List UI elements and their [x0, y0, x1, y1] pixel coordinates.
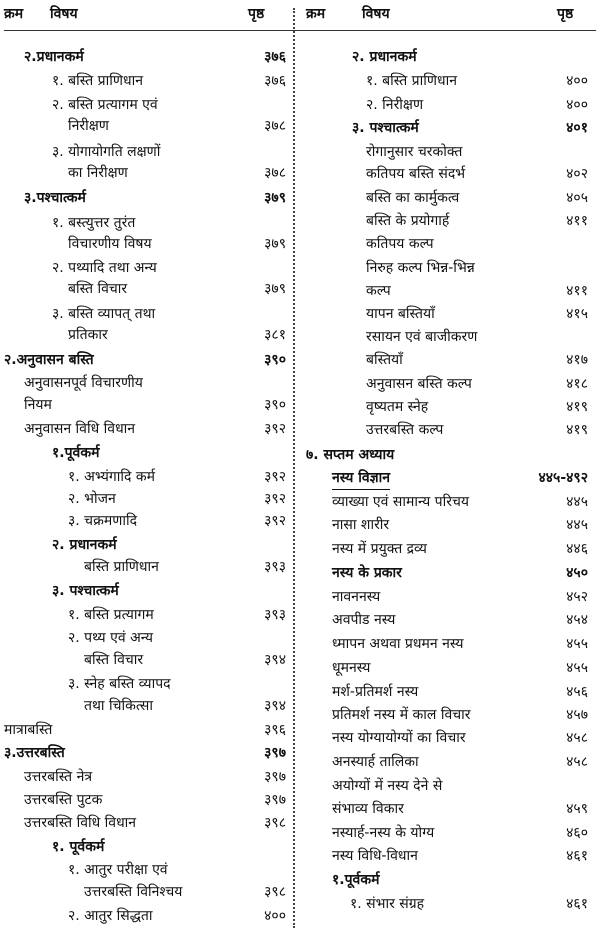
toc-entry-page: ४१८: [566, 376, 588, 392]
toc-entry-title: ३.उत्तरबस्ति: [4, 745, 65, 761]
toc-entry-page: ३९०: [264, 352, 286, 368]
toc-entry-title: रोगानुसार चरकोक्त: [366, 144, 463, 160]
toc-entry-title: ३. बस्ति व्यापत् तथा: [52, 306, 156, 322]
toc-entry: [300, 727, 600, 749]
toc-entry: [0, 766, 292, 788]
toc-entry-title: १. अभ्यंगादि कर्म: [68, 469, 155, 485]
toc-entry: [300, 845, 600, 867]
toc-entry: [300, 775, 600, 797]
toc-entry: [300, 491, 600, 513]
toc-entry-title: १. बस्ति प्राणिधान: [52, 73, 144, 89]
toc-entry-title: वृष्यतम स्नेह: [366, 399, 429, 415]
toc-entry-page: ३९८: [264, 815, 286, 831]
toc-entry-page: ४०१: [566, 120, 588, 136]
toc-entry: [0, 812, 292, 834]
toc-entry-title: ७. सप्तम अध्याय: [306, 447, 395, 463]
toc-entry-title: तथा चिकित्सा: [84, 698, 153, 714]
toc-entry-title: प्रतिकार: [68, 327, 108, 343]
toc-column-left: [0, 0, 292, 936]
toc-entry-title: २.अनुवासन बस्ति: [4, 352, 94, 368]
toc-entry: [300, 586, 600, 608]
toc-entry-page: ४११: [566, 283, 588, 299]
toc-entry-title: २. निरीक्षण: [366, 97, 424, 113]
toc-entry-page: ३९२: [264, 513, 286, 529]
toc-entry: [300, 303, 600, 325]
toc-entry: [300, 467, 600, 489]
toc-entry-page: ४००: [566, 97, 588, 113]
toc-entry-page: ४१५: [566, 306, 588, 322]
toc-entry: [0, 442, 292, 464]
toc-entry-title: उत्तरबस्ति विनिश्चय: [84, 884, 183, 900]
toc-entry-title: प्रतिमर्श नस्य में काल विचार: [332, 707, 471, 723]
header-vishay: विषय: [50, 6, 78, 22]
toc-entry-page: ३९०: [264, 397, 286, 413]
toc-entry: [300, 562, 600, 584]
toc-entry-title: उत्तरबस्ति नेत्र: [24, 769, 93, 785]
toc-entry-page: ४५२: [566, 589, 588, 605]
toc-entry-title: नस्य विधि-विधान: [332, 848, 418, 864]
toc-entry: [0, 488, 292, 510]
toc-entry-title: ध्मापन अथवा प्रधमन नस्य: [332, 636, 464, 652]
toc-entry: [300, 187, 600, 209]
toc-entry-title: नस्य विज्ञान: [332, 467, 390, 490]
toc-entry-page: ३९८: [264, 884, 286, 900]
toc-entry: [0, 162, 292, 184]
toc-entry: [300, 798, 600, 820]
toc-entry-page: ४५०: [566, 565, 588, 581]
toc-entry-page: ४५९: [566, 801, 588, 817]
toc-entry: [300, 681, 600, 703]
toc-entry-title: रसायन एवं बाजीकरण: [366, 329, 478, 345]
header-prishth: पृष्ठ: [248, 6, 265, 22]
toc-entry-page: ३७९: [264, 190, 286, 206]
toc-entry-page: ४०५: [566, 190, 588, 206]
toc-entry-title: निरुह कल्प भिन्न-भिन्न: [366, 260, 475, 276]
toc-entry-page: ४५५: [566, 660, 588, 676]
toc-entry-page: ४५६: [566, 684, 588, 700]
header-krama: क्रम: [306, 6, 326, 22]
toc-entry-title: नियम: [24, 397, 52, 413]
header-krama: क्रम: [4, 6, 24, 22]
toc-entry-page: ३९४: [264, 652, 286, 668]
toc-entry: [300, 233, 600, 255]
toc-entry: [300, 280, 600, 302]
toc-entry: [0, 70, 292, 92]
column-divider: [293, 8, 295, 928]
toc-entry-title: धूमनस्य: [332, 660, 371, 676]
toc-entry-page: ३९३: [264, 607, 286, 623]
toc-entry: [0, 789, 292, 811]
toc-entry-title: १. बस्ति प्राणिधान: [366, 73, 458, 89]
toc-entry-title: १. संभार संग्रह: [350, 896, 425, 912]
toc-entry-page: ४१९: [566, 422, 588, 438]
toc-entry: [300, 326, 600, 348]
toc-entry-title: १. पूर्वकर्म: [52, 839, 105, 855]
toc-entry-title: बस्ति विचार: [68, 281, 128, 297]
toc-entry: [300, 257, 600, 279]
toc-entry: [0, 394, 292, 416]
toc-entry-page: ४१९: [566, 399, 588, 415]
toc-entry-page: ३७९: [264, 236, 286, 252]
toc-entry-title: १. बस्त्युत्तर तुरंत: [52, 215, 136, 231]
toc-entry-title: अनुवासन बस्ति कल्प: [366, 376, 472, 392]
toc-entry-page: ४५८: [566, 754, 588, 770]
toc-entry-page: ४६०: [566, 825, 588, 841]
toc-entry-page: ४६१: [566, 896, 588, 912]
toc-entry-title: अनुवासनपूर्व विचारणीय: [24, 375, 143, 391]
toc-entry: [0, 46, 292, 68]
toc-entry: [0, 556, 292, 578]
toc-entry-title: उत्तरबस्ति विधि विधान: [24, 815, 137, 831]
toc-entry-title: २. पथ्य एवं अन्य: [68, 630, 154, 646]
toc-entry: [0, 233, 292, 255]
toc-entry: [300, 117, 600, 139]
toc-entry-page: ३९३: [264, 559, 286, 575]
toc-entry-page: ४५५: [566, 636, 588, 652]
toc-entry: [300, 893, 600, 915]
toc-entry-title: यापन बस्तियाँ: [366, 306, 435, 322]
toc-entry: [0, 649, 292, 671]
toc-entry-page: ४५७: [566, 707, 588, 723]
toc-entry-page: ४४५-४९२: [538, 470, 588, 486]
toc-entry-page: ४४५: [566, 517, 588, 533]
toc-entry: [0, 94, 292, 116]
toc-entry-title: नस्यार्ह-नस्य के योग्य: [332, 825, 435, 841]
toc-entry-title: अयोग्यों में नस्य देने से: [332, 778, 443, 794]
toc-entry-title: निरीक्षण: [68, 118, 109, 134]
toc-entry: [300, 349, 600, 371]
toc-entry: [0, 372, 292, 394]
toc-entry-page: ३७६: [264, 49, 286, 65]
toc-entry: [0, 627, 292, 649]
toc-entry-title: १.पूर्वकर्म: [332, 872, 380, 888]
toc-entry: [0, 510, 292, 532]
toc-entry: [0, 719, 292, 741]
toc-entry: [0, 673, 292, 695]
toc-entry-title: नस्य योग्यायोग्यों का विचार: [332, 730, 466, 746]
toc-entry-title: १. आतुर परीक्षा एवं: [68, 862, 168, 878]
toc-entry-title: संभाव्य विकार: [332, 801, 404, 817]
toc-entry-page: ४४६: [566, 541, 588, 557]
toc-entry-page: ३७६: [264, 73, 286, 89]
toc-entry-title: का निरीक्षण: [68, 165, 128, 181]
toc-entry-title: उत्तरबस्ति कल्प: [366, 422, 444, 438]
toc-entry-title: २. भोजन: [68, 491, 116, 507]
toc-entry: [0, 349, 292, 371]
toc-entry-title: नासा शारीर: [332, 517, 390, 533]
toc-entry-title: नस्य के प्रकार: [332, 565, 402, 581]
toc-entry-title: २. बस्ति प्रत्यागम एवं: [52, 97, 158, 113]
toc-entry: [300, 444, 600, 466]
toc-entry-title: ३. स्नेह बस्ति व्यापद: [68, 676, 171, 692]
toc-entry-page: ३७८: [264, 118, 286, 134]
header-prishth: पृष्ठ: [557, 6, 574, 22]
toc-entry-title: बस्ति प्राणिधान: [84, 559, 159, 575]
toc-entry: [0, 466, 292, 488]
toc-entry-page: ३९२: [264, 469, 286, 485]
toc-entry: [300, 46, 600, 68]
toc-entry: [300, 751, 600, 773]
toc-entry-page: ३९७: [264, 745, 286, 761]
toc-entry: [300, 704, 600, 726]
toc-entry-page: ३९४: [264, 698, 286, 714]
toc-entry-title: ३. योगायोगति लक्षणों: [52, 144, 161, 160]
toc-entry: [0, 580, 292, 602]
toc-entry: [0, 141, 292, 163]
toc-entry: [0, 418, 292, 440]
toc-entry-title: नावननस्य: [332, 589, 381, 605]
toc-entry: [300, 538, 600, 560]
toc-entry: [300, 657, 600, 679]
toc-entry-title: अनुवासन विधि विधान: [24, 421, 136, 437]
toc-entry-page: ३९२: [264, 491, 286, 507]
toc-entry: [300, 70, 600, 92]
toc-entry-page: ३९७: [264, 769, 286, 785]
toc-entry-title: १. बस्ति प्रत्यागम: [68, 607, 154, 623]
toc-entry: [0, 604, 292, 626]
toc-entry-page: ३९२: [264, 421, 286, 437]
toc-entry-page: ४०२: [566, 166, 588, 182]
toc-entry-title: ३. पश्चात्कर्म: [352, 120, 419, 136]
toc-entry-title: १.पूर्वकर्म: [52, 445, 100, 461]
toc-entry-title: ३. पश्चात्कर्म: [52, 583, 119, 599]
toc-entry-title: व्याख्या एवं सामान्य परिचय: [332, 494, 469, 510]
toc-entry-title: बस्ति के प्रयोगार्ह: [366, 213, 450, 229]
toc-entry: [0, 695, 292, 717]
toc-entry-title: बस्तियाँ: [366, 352, 403, 368]
toc-entry: [0, 212, 292, 234]
toc-entry-page: ४४५: [566, 494, 588, 510]
toc-entry-title: २. प्रधानकर्म: [352, 49, 417, 65]
toc-entry-title: मात्राबस्ति: [4, 722, 53, 738]
toc-entry-title: २. आतुर सिद्धता: [68, 908, 153, 924]
toc-entry: [300, 141, 600, 163]
toc-entry-title: २. पथ्यादि तथा अन्य: [52, 260, 157, 276]
toc-entry-title: २.प्रधानकर्म: [24, 49, 84, 65]
toc-entry: [300, 514, 600, 536]
toc-entry-title: ३.पश्चात्कर्म: [24, 190, 86, 206]
toc-entry-title: मर्श-प्रतिमर्श नस्य: [332, 684, 419, 700]
toc-entry: [0, 881, 292, 903]
toc-entry: [0, 324, 292, 346]
toc-entry: [0, 534, 292, 556]
toc-entry: [300, 633, 600, 655]
toc-entry: [0, 859, 292, 881]
toc-entry-title: नस्य में प्रयुक्त द्रव्य: [332, 541, 427, 557]
toc-entry: [0, 187, 292, 209]
toc-entry-page: ४१७: [566, 352, 588, 368]
toc-entry-title: कल्प: [366, 283, 391, 299]
toc-entry-title: अनस्यार्ह तालिका: [332, 754, 419, 770]
toc-entry-title: बस्ति विचार: [84, 652, 144, 668]
toc-entry: [0, 742, 292, 764]
toc-entry: [300, 94, 600, 116]
toc-entry-title: उत्तरबस्ति पुटक: [24, 792, 103, 808]
toc-entry: [300, 373, 600, 395]
toc-entry-page: ३७८: [264, 165, 286, 181]
toc-entry-page: ३७९: [264, 281, 286, 297]
toc-entry-page: ४००: [566, 73, 588, 89]
toc-entry-title: बस्ति का कार्मुकत्व: [366, 190, 460, 206]
toc-entry-page: ४५४: [566, 612, 588, 628]
toc-entry: [0, 836, 292, 858]
toc-entry-title: २. प्रधानकर्म: [52, 537, 117, 553]
toc-entry: [300, 822, 600, 844]
toc-entry-page: ३९७: [264, 792, 286, 808]
toc-entry-page: ४६१: [566, 848, 588, 864]
toc-entry: [300, 396, 600, 418]
toc-entry-page: ३९६: [264, 722, 286, 738]
header-vishay: विषय: [362, 6, 390, 22]
toc-entry-page: ४११: [566, 213, 588, 229]
toc-entry: [300, 210, 600, 232]
toc-entry: [300, 419, 600, 441]
toc-entry-title: ३. चक्रमणादि: [68, 513, 138, 529]
toc-entry: [0, 257, 292, 279]
toc-entry: [0, 303, 292, 325]
toc-entry: [300, 869, 600, 891]
toc-entry-title: कतिपय कल्प: [366, 236, 434, 252]
toc-entry-page: ३८१: [264, 327, 286, 343]
toc-entry-title: कतिपय बस्ति संदर्भ: [366, 166, 466, 182]
toc-entry: [0, 905, 292, 927]
toc-column-right: [300, 0, 600, 936]
toc-entry-page: ४५८: [566, 730, 588, 746]
toc-entry: [300, 163, 600, 185]
toc-entry: [300, 609, 600, 631]
toc-entry-page: ४००: [264, 908, 286, 924]
toc-entry-title: अवपीड नस्य: [332, 612, 396, 628]
toc-entry: [0, 278, 292, 300]
toc-entry-title: विचारणीय विषय: [68, 236, 152, 252]
toc-entry: [0, 115, 292, 137]
